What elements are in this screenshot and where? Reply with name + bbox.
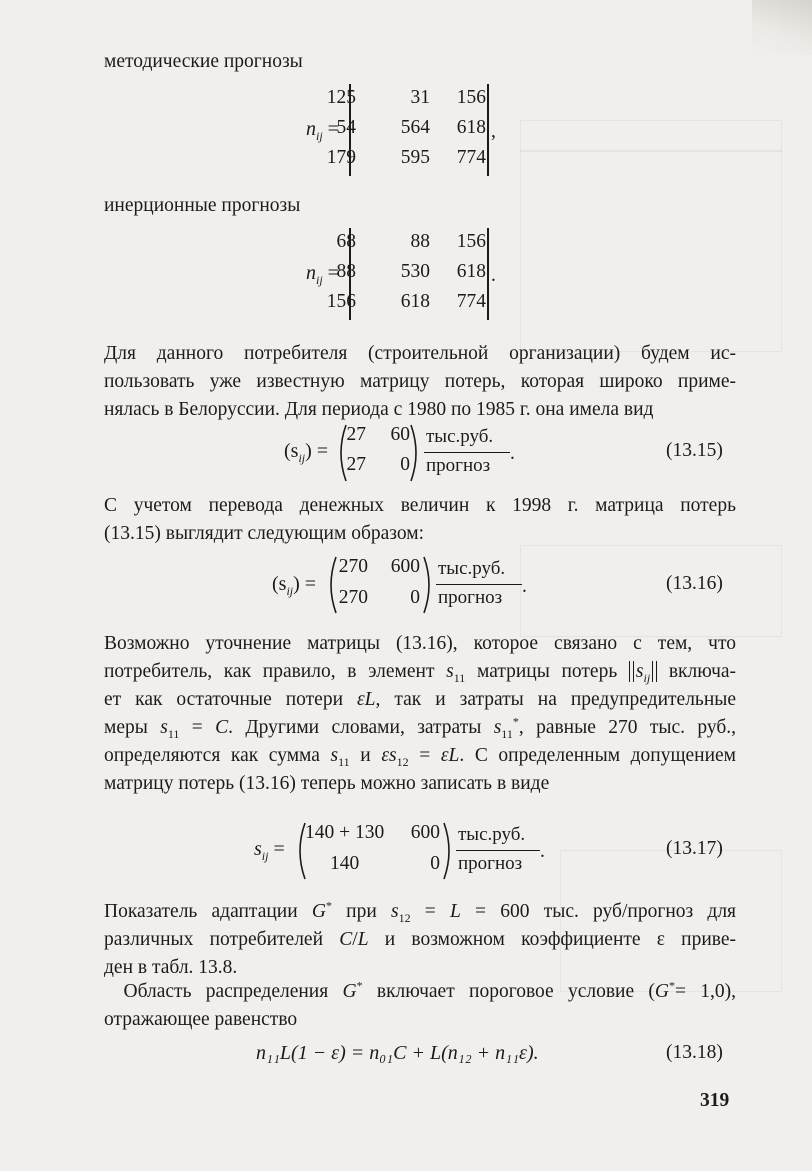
cell: 68 [336, 231, 356, 252]
cell: 270 [338, 587, 368, 608]
unit-denominator: прогноз [426, 455, 491, 476]
cell: 618 [456, 261, 486, 282]
cell: 88 [410, 231, 430, 252]
matrix-label: $n_{ij}$ = [306, 262, 339, 287]
equation-number: (13.18) [666, 1042, 723, 1063]
cell: 774 [456, 147, 486, 168]
text-line: (13.15) выглядит следующим образом: [104, 523, 424, 544]
text-line: определяются как сумма $s_{11}$ и $\varepsilon s_{12} = \varepsilon L$. С определенным допущением [104, 745, 737, 769]
paragraph-loss-matrix-intro [104, 340, 736, 424]
right-paren [443, 822, 455, 880]
eq-lhs: $(s_{ij})$ = [284, 440, 329, 465]
cell: 31 [410, 87, 430, 108]
right-paren [410, 424, 422, 482]
cell: 0 [400, 454, 410, 475]
text-line: ден в табл. 13.8. [104, 957, 238, 978]
bleed-block [520, 545, 782, 637]
cell: 27 [346, 424, 366, 445]
eq-trail: . [510, 443, 515, 464]
matrix-label: $n_{ij}$ = [306, 118, 339, 143]
cell: 530 [400, 261, 430, 282]
cell: 595 [400, 147, 430, 168]
page-corner-shadow [752, 0, 812, 55]
text-line: Область распределения G* включает пороговое условие (G*= 1,0), [123, 978, 737, 1002]
text-line: пользовать уже известную матрицу потерь, которая широко приме- [104, 371, 736, 392]
bleed-table [520, 120, 782, 352]
cell: 618 [400, 291, 430, 312]
unit-numerator: тыс.руб. [426, 426, 494, 447]
eq-body: n₁₁L(1 − ε) = n₀₁C + L(n₁₂ + n₁₁ε). [256, 1042, 539, 1064]
eq-lhs: $s_{ij}$ = [254, 838, 285, 863]
unit-numerator: тыс.руб. [438, 558, 506, 579]
text-line: Показатель адаптации G* при $s_{12} = L = 600$ тыс. руб/прогноз для [104, 898, 737, 925]
fraction-bar [424, 452, 510, 453]
matrix-trail: . [491, 265, 496, 286]
cell: 156 [456, 87, 486, 108]
cell: 27 [346, 454, 366, 475]
cell: 60 [390, 424, 410, 445]
cell: 600 [410, 822, 440, 843]
right-bar [487, 84, 489, 176]
text-line: Для данного потребителя (строительной организации) будем ис- [104, 343, 736, 364]
equation-number: (13.17) [666, 838, 723, 859]
eq-trail: . [522, 576, 527, 597]
eq-lhs: $(s_{ij})$ = [272, 573, 317, 598]
paragraph-refinement [104, 630, 736, 798]
paragraph-1998-conversion [104, 492, 736, 548]
right-bar [487, 228, 489, 320]
fraction-bar [436, 584, 522, 585]
text-line: отражающее равенство [104, 1009, 298, 1030]
cell: 156 [456, 231, 486, 252]
cell: 140 + 130 [305, 822, 385, 843]
text-line: нялась в Белоруссии. Для периода с 1980 по 1985 г. она имела вид [104, 399, 654, 420]
cell: 600 [390, 556, 420, 577]
fraction-bar [456, 850, 540, 851]
cell: 774 [456, 291, 486, 312]
heading-inertial: инерционные прогнозы [104, 195, 301, 216]
text-line: Возможно уточнение матрицы (13.16), которое связано с тем, что [104, 633, 736, 654]
cell: 54 [336, 117, 356, 138]
cell: 156 [326, 291, 356, 312]
right-paren [423, 556, 435, 614]
equation-number: (13.15) [666, 440, 723, 461]
cell: 179 [326, 147, 356, 168]
equation-number: (13.16) [666, 573, 723, 594]
cell: 125 [326, 87, 356, 108]
cell: 618 [456, 117, 486, 138]
paragraph-adaptation-index [104, 898, 736, 982]
cell: 140 [330, 853, 360, 874]
text-line: потребитель, как правило, в элемент $s_{11}$ матрицы потерь $s_{ij}$ включа- [104, 661, 737, 685]
unit-denominator: прогноз [438, 587, 503, 608]
cell: 0 [410, 587, 420, 608]
cell: 270 [338, 556, 368, 577]
text-line: меры $s_{11} = C$. Другими словами, затраты $s_{11}^*$, равные 270 тыс. руб., [104, 714, 736, 741]
cell: 0 [430, 853, 440, 874]
cell: 564 [400, 117, 430, 138]
page-number: 319 [700, 1090, 730, 1111]
matrix-trail: , [491, 121, 496, 142]
bleed-rule [520, 150, 782, 152]
text-line: различных потребителей C/L и возможном коэффициенте ε приве- [104, 929, 737, 950]
eq-trail: . [540, 841, 545, 862]
unit-denominator: прогноз [458, 853, 523, 874]
text-line: С учетом перевода денежных величин к 1998 г. матрица потерь [104, 495, 736, 516]
heading-methodical: методические прогнозы [104, 51, 303, 72]
text-line: матрицу потерь (13.16) теперь можно записать в виде [104, 773, 550, 794]
paragraph-distribution-area [104, 978, 736, 1034]
unit-numerator: тыс.руб. [458, 824, 526, 845]
text-line: ет как остаточные потери εL, так и затраты на предупредительные [104, 689, 737, 710]
cell: 88 [336, 261, 356, 282]
